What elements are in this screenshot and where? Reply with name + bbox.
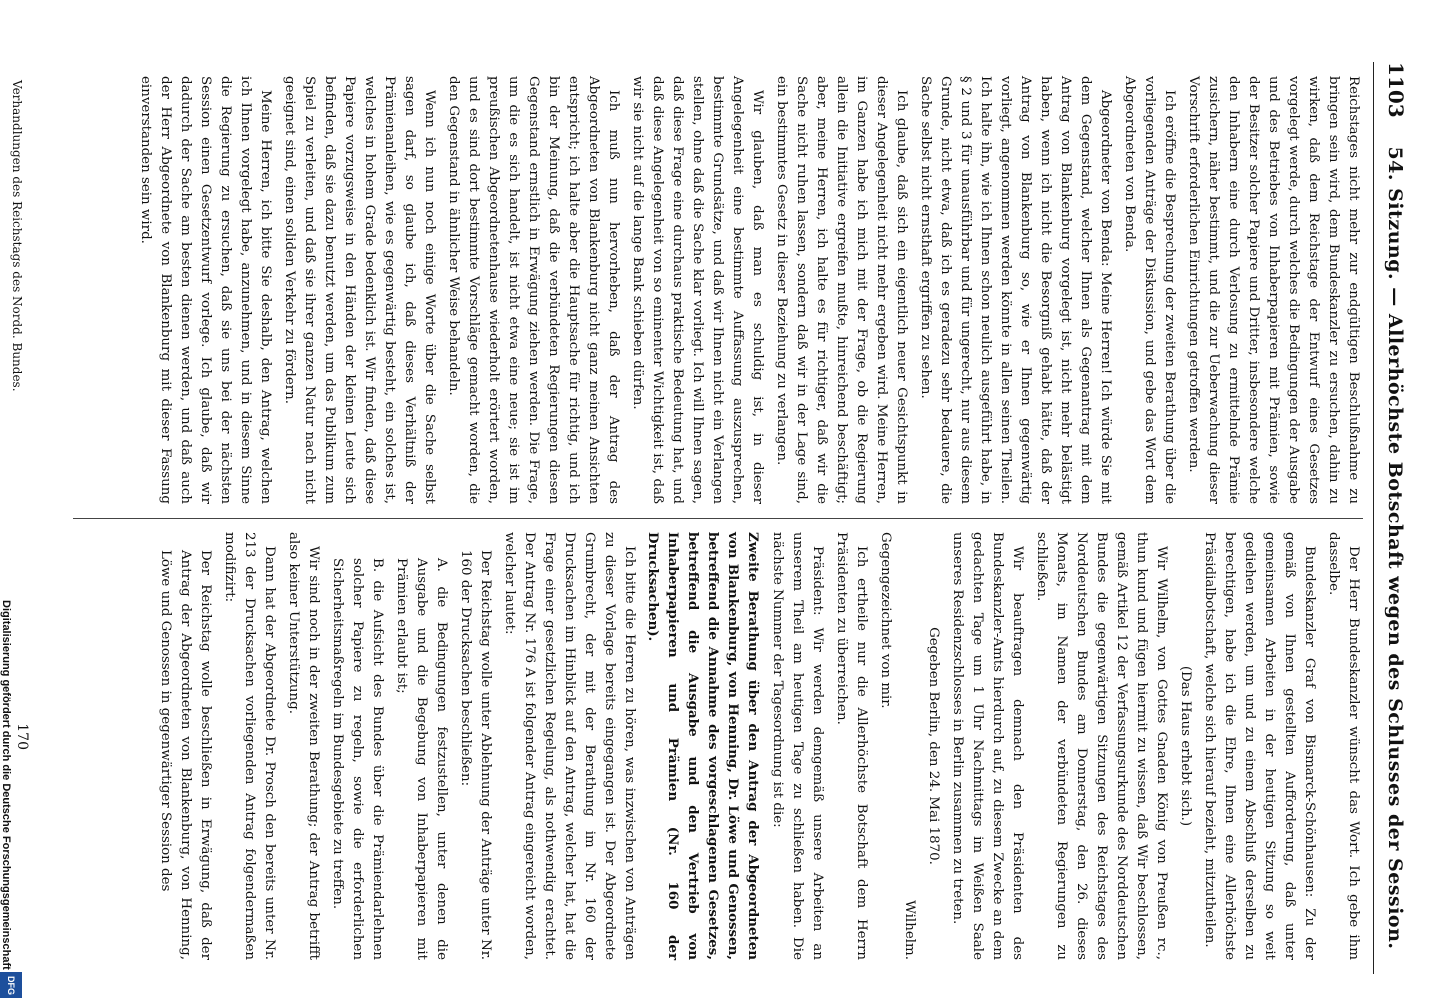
footer-publication-line: Verhandlungen des Reichstags des Nordd. Bundes. — [10, 80, 24, 392]
paragraph: Ich glaube, daß sich ein eigentlich neuer Gesichtspunkt in dieser Angelegenheit nicht mehr ergeben wird. Meine Herren, im Ganzen habe ich mich mit der Frage, ob die Regierung allein die Initiative ergreifen mußte, hinreichend beschäftigt; aber, meine Herren, ich halte es für richtiger, daß wir die Sache nicht ruhen lassen, sondern daß wir in der Lage sind, ein bestimmtes Gesetz in dieser Beziehung zu verlangen. — [774, 76, 909, 504]
dfg-logo-icon: DFG — [0, 972, 22, 998]
motion-text: B. die Aufsicht des Bundes über die Prämiendarlehnen solcher Papiere zu regeln, sowie die erforderlichen Sicherheitsmaßregeln im Bundesgebiete zu treffen. — [330, 558, 385, 960]
text-columns — [73, 62, 1363, 974]
paragraph: Wenn ich nun noch einige Worte über die Sache selbst sagen darf, so glaube ich, daß dieses Verhältniß der Prämienanleihen, wie es gegenwärtig besteht, ein solches ist, welches in hohem Grade bedenklich ist. Wir finden, daß diese Papiere vorzugsweise in den Händen der kleinen Leute sich befinden, daß sie dazu benutzt werden, um das Publikum zum Spiel zu verleiten, und daß sie ihrer ganzen Natur nach nicht geeignet sind, einen soliden Verkehr zu fördern. — [282, 76, 437, 504]
paragraph: Präsident: Wir werden demgemäß unsere Arbeiten an unserem Theil am heutigen Tage zu schließen haben. Die nächste Nummer der Tagesordnung ist die: — [770, 532, 825, 960]
motion-text: A. die Bedingungen festzustellen, unter denen die Ausgabe und die Begebung von Inhaberpapieren mit Prämien erlaubt ist; — [394, 558, 449, 960]
paragraph: Dann hat der Abgeordnete Dr. Prosch den bereits unter Nr. 213 der Drucksachen vorliegenden Antrag folgendermaßen modifizirt: — [222, 532, 277, 960]
paragraph: Meine Herren, ich bitte Sie deshalb, den Antrag, welchen ich Ihnen vorgelegt habe, anzunehmen, und in diesem Sinne die Regierung zu ersuchen, daß sie uns bei der nächsten Session einen Gesetzentwurf vorlege. Ich glaube, daß wir dadurch der Sache am besten dienen werden, und daß auch der Herr Abgeordnete von Blankenburg mit dieser Fassung einverstanden sein wird. — [138, 76, 273, 504]
page-header — [1373, 62, 1408, 974]
paragraph: Ich bitte die Herren zu hören, was inzwischen von Anträgen zu dieser Vorlage bereits eingegangen ist. Der Abgeordnete Grumbrecht, der mit der Berathung im Nr. 160 der Drucksachen im Hinblick auf den Antrag, welcher hat, hat die Frage einer gesetzlichen Regelung, als nothwendig erachtet. Der Antrag Nr. 176 A ist folgender Antrag eingereicht worden, welcher lautet: — [502, 532, 637, 960]
signature-line: Wilhelm. — [902, 900, 917, 960]
running-title: 54. Sitzung. — Allerhöchste Botschaft wegen des Schlusses der Session. — [1384, 146, 1406, 950]
paragraph: (Das Haus erhebt sich.) — [1178, 665, 1193, 827]
paragraph: Ich eröffne die Besprechung der zweiten Berathung über die vorliegenden Anträge der Diskussion, und gebe das Wort dem Abgeordneten von Benda. — [1122, 76, 1177, 504]
motion-text: Der Reichstag wolle unter Ablehnung der Anträge unter Nr. 160 der Drucksachen beschließen: — [458, 550, 493, 960]
paragraph: Bundeskanzler Graf von Bismarck-Schönhausen: Zu der gemäß von Ihnen gestellten Aufforderung, daß unter gemeinsamen Arbeiten in der heutigen Sitzung so weit gediehen werden, um und zu einem Abschluß derselben zu berechtigen, habe ich die Ehre, Ihnen eine Allerhöchste Präsidialbotschaft, welche sich hierauf bezieht, mitzutheilen. — [1202, 532, 1317, 960]
paragraph: Ich ertheile nur die Allerhöchste Botschaft dem Herrn Präsidenten zu überreichen. — [834, 532, 869, 960]
page-number: 1103 — [1384, 62, 1408, 118]
paragraph: Ich muß nun hervorheben, daß der Antrag des Abgeordneten von Blankenburg nicht ganz meinen Ansichten entspricht; ich halte aber die Hauptsache für richtig, und ich bin der Meinung, daß die verbündeten Regierungen diesen Gegenstand ernstlich in Erwägung ziehen werden. Die Frage, um die es sich handelt, ist nicht etwa eine neue; sie ist im preußischen Abgeordnetenhause wiederholt erörtert worden, und es sind dort bestimmte Vorschläge gemacht worden, die den Gegenstand in ähnlicher Weise behandeln. — [446, 76, 621, 504]
paragraph: Wir Wilhelm, von Gottes Gnaden König von Preußen rc., thun kund und fügen hiermit zu wissen, daß Wir beschlossen, gemäß Artikel 12 der Verfassungsurkunde des Norddeutschen Bundes die gegenwärtigen Sitzungen des Reichstages des Norddeutschen Bundes am Donnerstag, den 26. dieses Monats, im Namen der verbündeten Regierungen zu schließen. — [1034, 532, 1169, 960]
agenda-item: Zweite Berathung über den Antrag der Abgeordneten von Blankenburg, von Henning, Dr. Löwe und Genossen, betreffend die Annahme des vorgeschlagenen Gesetzes, betreffend die Ausgabe und den Vertrieb von Inhaberpapieren und Prämien (Nr. 160 der Drucksachen). — [645, 532, 761, 960]
paragraph: Wir glauben, daß man es schuldig ist, in dieser Angelegenheit eine bestimmte Auffassung auszusprechen, bestimmte Grundsätze, und daß wir Ihnen nicht ein Verlangen stellen, ohne daß die Sache klar vorliegt. Ich will Ihnen sagen, daß diese Frage eine durchaus praktische Bedeutung hat, und daß diese Angelegenheit von so eminenter Wichtigkeit ist, daß wir sie nicht auf die lange Bank schieben dürfen. — [630, 76, 765, 504]
date-line: Gegeben Berlin, den 24. Mai 1870. — [926, 627, 941, 865]
sheet-signature: 170 — [14, 723, 30, 750]
paragraph: Der Herr Bundeskanzler wünscht das Wort. Ich gebe ihm dasselbe. — [1326, 532, 1361, 960]
paragraph: Reichstages nicht mehr zur endgültigen Beschlußnahme zu bringen sein wird, dem Bundeskanzler zu ersuchen, dahin zu wirken, daß dem Reichstage der Entwurf eines Gesetzes vorgelegt werde, durch welches die Bedingungen der Ausgabe und des Betriebes von Inhaberpapieren mit Prämien, sowie der Besitzer solcher Papiere und Dritter, insbesondere welche den Inhabern eine durch Verlosung zu ermittelnde Prämie zusichern, näher bestimmt, und die zur Ueberwachung dieser Vorschrift erforderlichen Einrichtungen getroffen werden. — [1186, 76, 1361, 504]
paragraph: Wir sind noch in der zweiten Berathung; der Antrag betrifft also keiner Unterstützung. — [286, 532, 321, 960]
column-divider — [73, 518, 1363, 519]
paragraph: Abgeordneter von Benda: Meine Herren! Ich würde Sie mit dem Gegenstand, welcher Ihnen als Gegenantrag mit dem Antrag von Blankenburg vorgelegt ist, nicht mehr belästigt haben, wenn ich nicht die Besorgniß gehabt hätte, daß der Antrag von Blankenburg so, wie er Ihnen gegenwärtig vorliegt, angenommen werden könnte in allen seinen Theilen. Ich halte ihn, wie ich Ihnen schon neulich ausgeführt habe, in § 2 und 3 für unausführbar und für ungerecht, nur aus diesem Grunde, nicht etwa, daß ich es geradezu sehr bedauere, die Sache selbst nicht ernsthaft ergriffen zu sehen. — [918, 76, 1113, 504]
digitization-credit-text: Digitalisierung gefördert durch die Deutsche Forschungsgemeinschaft — [0, 600, 12, 970]
motion-text: Der Reichstag wolle beschließen in Erwägung, daß der Antrag der Abgeordneten von Blankenburg, von Henning, Löwe und Genossen in gegenwärtiger Session des — [158, 550, 213, 960]
right-column — [73, 518, 1363, 974]
paragraph: Wir beauftragen demnach den Präsidenten des Bundeskanzler-Amts hierdurch auf, zu diesem Zwecke an dem gedachten Tage um 1 Uhr Nachmittags im Weißen Saale unseres Residenzschlosses in Berlin zusammen zu treten. — [950, 532, 1025, 960]
digitization-credit — [2, 600, 22, 1000]
paragraph: Gegengezeichnet von mir. — [878, 532, 893, 709]
left-column — [73, 62, 1363, 518]
